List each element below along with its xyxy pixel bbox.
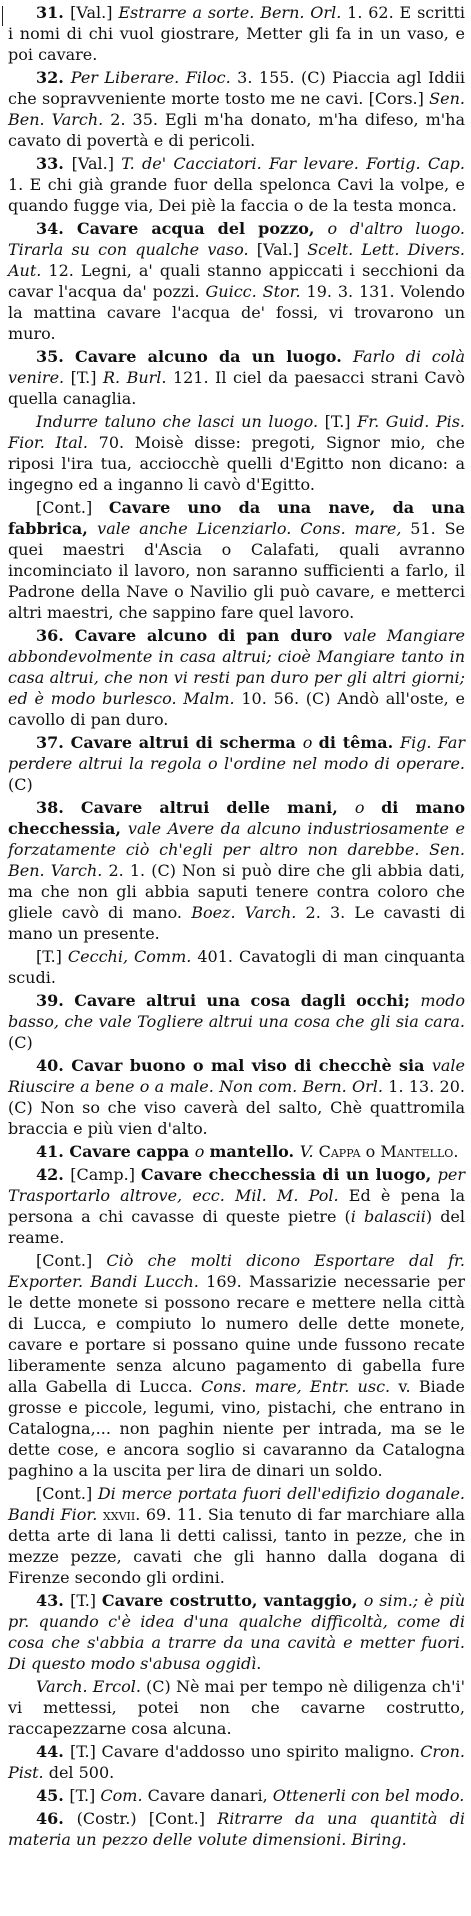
entry-text: o (194, 1142, 210, 1161)
dictionary-entry (8, 1676, 465, 1739)
dictionary-entry (8, 67, 465, 151)
entry-text: per Trasportarlo altrove, ecc. Mil. M. Pol. (8, 1165, 466, 1205)
entry-text: 1. E chi già grande fuor della spelonca Cavi la volpe, e quando fugge via, Dei piè la faccia o de la testa monca. (8, 175, 465, 215)
entry-text: R. Burl. (102, 368, 167, 387)
entry-text: [Cont.] (36, 1251, 107, 1270)
entry-text: 39. Cavare altrui una cosa dagli occhi; (36, 991, 421, 1010)
entry-text: Ciò che molti dicono Esportare dal fr. Exporter. Bandi Lucch. (8, 1251, 465, 1291)
entry-text: . 69. 11. Sia tenuto di far marchiare alla detta arte di lana li detti calissi, tanto in pezze, che in mezze pezze, cavati che gli hanno dalla dogana di Firenze secondo gli ordini. (8, 1505, 466, 1587)
entry-text: i balascii (350, 1207, 426, 1226)
entry-text: Sen. Ben. Varch. (8, 89, 465, 129)
dictionary-entry (8, 732, 465, 795)
dictionary-entry (8, 1250, 465, 1481)
entry-text: Indurre taluno che lasci un luogo. (36, 412, 319, 431)
dictionary-entry (8, 218, 465, 344)
entry-text: 33. (36, 154, 72, 173)
entry-text: 1. 62. E scritti i nomi di chi vuol giostrare, Metter gli fa in un vaso, e poi cavare. (8, 3, 465, 64)
entry-text: di têma. (318, 733, 400, 752)
entry-text: 35. Cavare alcuno da un luogo. (36, 347, 353, 366)
dictionary-entry (8, 1141, 465, 1162)
entry-text: 121. Il ciel da paesacci strani Cavò quella canaglia. (8, 368, 465, 408)
entry-text: 43. (36, 1591, 71, 1610)
entry-text: 401. Cavatogli di man cinquanta scudi. (8, 947, 466, 987)
dictionary-entry (8, 1483, 465, 1588)
entry-text: Farlo di colà venire. (8, 347, 466, 387)
entry-text: 38. Cavare altrui delle mani, (36, 798, 355, 817)
entry-text: o (354, 798, 382, 817)
entry-text: Estrarre a sorte. Bern. Orl. (118, 3, 342, 22)
entry-text: o d'altro luogo. Tirarla su con qualche vaso. (8, 219, 466, 259)
entry-text: Cron. Pist. (8, 1742, 466, 1782)
entry-text: 2. 35. Egli m'ha donato, m'ha difeso, m'ha cavato di povertà e di pericoli. (8, 110, 466, 150)
entry-text: 19. 3. 131. Volendo la mattina cavare l'acqua de' fossi, vi trovarono un muro. (8, 282, 466, 343)
entries-column (8, 2, 465, 1850)
entry-text: [T.] (70, 1591, 102, 1610)
entry-text: [Camp.] (70, 1165, 141, 1184)
entry-text: Per Liberare. Filoc. (70, 68, 231, 87)
entry-text: Di merce portata fuori dell'edifizio doganale. Bandi Fior. (8, 1484, 466, 1524)
entry-text: vale anche Licenziarlo. Cons. mare, (97, 519, 402, 538)
entry-text: 3. 155. (C) Piaccia agl Iddii che sopravveniente morte tosto me ne cavi. [Cors.] (8, 68, 465, 108)
entry-text: [Val.] (248, 240, 308, 259)
entry-text: 2. 1. (C) Non si può dire che gli abbia dati, ma che non gli abbia saputi tenere contra coloro che gliele cavò di mano. (8, 861, 466, 922)
entry-text: v. Biade grosse e piccole, legumi, vino, pistachi, che entrano in Catalogna,... non paghin niente per intrada, ma se le dette cose, e ancora soglio si cavaranno da Catalogna paghino a la uscita per lira de dinari un soldo. (8, 1377, 465, 1480)
entry-text: Cavare costrutto, vantaggio, (101, 1591, 364, 1610)
entry-text: vale Avere da alcuno industriosamente e forzatamente ciò ch'egli per altro non darebbe. Sen. Ben. Varch. (8, 819, 465, 880)
entry-text: Ed è pena la persona a chi cavasse di queste pietre ( (8, 1186, 465, 1226)
entry-text: (C) (8, 1033, 33, 1052)
entry-text: [Val.] (71, 154, 122, 173)
dictionary-entry (8, 990, 465, 1053)
entry-text: [T.] Cavare d'addosso uno spirito maligno. (69, 1742, 421, 1761)
entry-text: Mantello (380, 1142, 454, 1161)
entry-text: di mano checchessia, (8, 798, 466, 838)
entry-text: 51. Se quei maestri d'Ascia o Calafati, quali avranno incominciato il lavoro, non saranno sufficienti a farlo, il Padrone della Nave o Navilio gli può cavare, e metterci altri maestri, che sappino fare quel lavoro. (8, 519, 466, 622)
entry-text: Fig. Far perdere altrui la regola o l'ordine nel modo di operare. (8, 733, 466, 773)
margin-rule (2, 6, 3, 26)
entry-text: del 500. (43, 1763, 115, 1782)
entry-text: [T.] (69, 1786, 101, 1805)
dictionary-entry (8, 797, 465, 944)
entry-text: Cavare checchessia di un luogo, (140, 1165, 438, 1184)
dictionary-entry (8, 411, 465, 495)
entry-text: V. (299, 1142, 314, 1161)
dictionary-entry (8, 625, 465, 730)
entry-text: Varch. Ercol. (36, 1677, 141, 1696)
entry-text: 32. (36, 68, 71, 87)
entry-text: Ritrarre da una quantità di materia un pezzo delle volute dimensioni. Biring. (8, 1809, 466, 1849)
entry-text: vale Mangiare abbondevolmente in casa altrui; cioè Mangiare tanto in casa altrui, che non vi resti pan duro per gli altri giorni; ed è modo burlesco. Malm. (8, 626, 465, 708)
entry-text: 45. (36, 1786, 70, 1805)
entry-text: 31. (36, 3, 71, 22)
entry-text: o sim.; è più pr. quando c'è idea d'una qualche difficoltà, come di cosa che s'abbia a trarre da una cavità e metter fuori. Di questo modo s'abusa oggidì. (8, 1591, 465, 1673)
entry-text: 1. 13. 20. (C) Non so che viso caverà del salto, Chè quattromila braccia e più vien d'alto. (8, 1077, 465, 1138)
entry-text: Fr. Guid. Pis. Fior. Ital. (8, 412, 466, 452)
entry-text: Cavare uno da una nave, da una fabbrica, (8, 498, 466, 538)
entry-text: 40. Cavar buono o mal viso di checchè sia (36, 1056, 432, 1075)
entry-text: 10. 56. (C) Andò all'oste, e cavollo di pan duro. (8, 689, 466, 729)
entry-text: [T.] (64, 368, 103, 387)
entry-text: Boez. Varch. (191, 903, 297, 922)
entry-text: 2. 3. Le cavasti di mano un presente. (8, 903, 466, 943)
entry-text: [T.] (36, 947, 68, 966)
entry-text: [Val.] (70, 3, 119, 22)
entry-text: Com. (100, 1786, 143, 1805)
entry-text: 42. (36, 1165, 71, 1184)
entry-text: Guicc. Stor. (205, 282, 301, 301)
entry-text: modo basso, che vale Togliere altrui una cosa che gli sia cara. (8, 991, 465, 1031)
entry-text: 36. Cavare alcuno di pan duro (36, 626, 344, 645)
dictionary-entry (8, 2, 465, 65)
entry-text: 41. Cavare cappa (36, 1142, 195, 1161)
dictionary-entry (8, 946, 465, 988)
entry-text: [T.] (318, 412, 358, 431)
entry-text: 12. Legni, a' quali stanno appiccati i secchioni da cavar l'acqua da' pozzi. (8, 261, 465, 301)
entry-text: mantello. (209, 1142, 300, 1161)
entry-text: [Cont.] (36, 1484, 98, 1503)
entry-text: . (453, 1142, 459, 1161)
dictionary-entry (8, 1785, 465, 1806)
entry-text: 37. Cavare altrui di scherma (36, 733, 303, 752)
entry-text: 46. (36, 1809, 77, 1828)
dictionary-entry (8, 153, 465, 216)
entry-text: vale Riuscire a bene o a male. Non com. Bern. Orl. (8, 1056, 465, 1096)
entry-text: 44. (36, 1742, 70, 1761)
entry-text: ) del reame. (8, 1207, 466, 1247)
entry-text: T. de' Cacciatori. Far levare. Fortig. Cap. (121, 154, 465, 173)
dictionary-entry (8, 1741, 465, 1783)
entry-text: Cecchi, Comm. (67, 947, 192, 966)
entry-text: (C) (8, 775, 33, 794)
entry-text: (Costr.) [Cont.] (76, 1809, 218, 1828)
entry-text: Scelt. Lett. Divers. Aut. (8, 240, 466, 280)
dictionary-entry (8, 1055, 465, 1139)
dictionary-entry (8, 1164, 465, 1248)
dictionary-entry (8, 1590, 465, 1674)
entry-text: Cavare danari, (142, 1786, 273, 1805)
entry-text: Ottenerli con bel modo. (272, 1786, 465, 1805)
entry-text: 169. Massarizie necessarie per le dette monete si possono recare e mettere nella città di Lucca, e compiuto lo numero delle dette monete, cavare e portare si possano quine unde fussono recate liberamente senza alcuno pagamento di gabella fure alla Gabella di Lucca. (8, 1272, 465, 1396)
entry-text: Cappa (313, 1142, 361, 1161)
dictionary-entry (8, 346, 465, 409)
entry-text: Cons. mare, Entr. usc. (201, 1377, 391, 1396)
entry-text: xxvii (102, 1505, 136, 1524)
entry-text: o (360, 1142, 381, 1161)
entry-text: (C) Nè mai per tempo nè diligenza ch'i' vi mettessi, potei non che cavarne costrutto, raccapezzarne cosa alcuna. (8, 1677, 465, 1738)
entry-text: 70. Moisè disse: pregoti, Signor mio, che riposi l'ira tua, acciocchè quelli d'Egitto non dicano: a ingegno ed a inganno li cavò d'Egitto. (8, 433, 466, 494)
entry-text: [Cont.] (36, 498, 109, 517)
dictionary-entry (8, 497, 465, 623)
entry-text: 34. Cavare acqua del pozzo, (36, 219, 328, 238)
dictionary-entry (8, 1808, 465, 1850)
entry-text: o (302, 733, 319, 752)
